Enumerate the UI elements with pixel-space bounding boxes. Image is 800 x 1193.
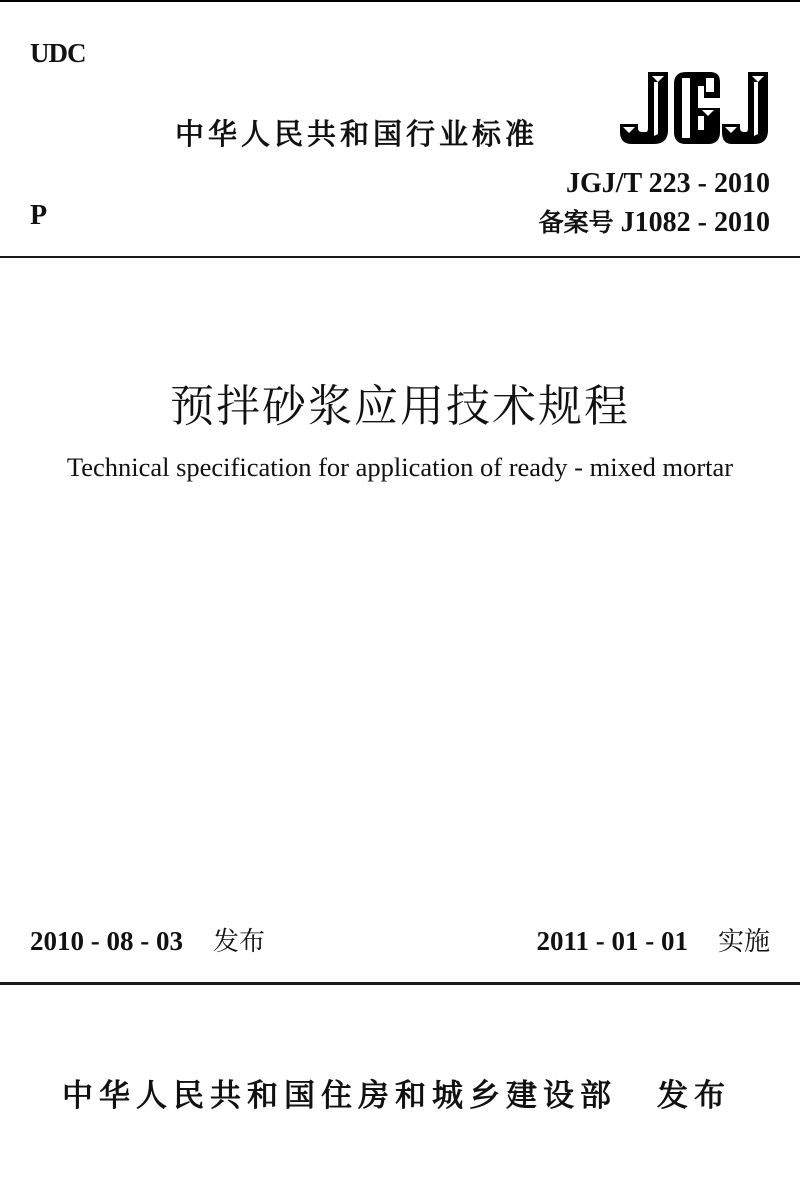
record-prefix: 备案号 <box>538 208 614 237</box>
title-english: Technical specification for application of ready - mixed mortar <box>66 452 734 482</box>
footer-divider <box>0 982 800 985</box>
category-letter: P <box>30 200 48 231</box>
record-number <box>539 203 770 239</box>
udc-label: UDC <box>30 38 86 68</box>
industry-standard-heading: 中华人民共和国行业标准 <box>175 117 539 151</box>
effective-date-block <box>536 921 770 958</box>
jgj-logo <box>618 70 772 146</box>
jgj-logo-icon <box>618 70 772 146</box>
top-border <box>0 0 800 2</box>
effective-date: 2011 - 01 - 01 <box>536 926 688 956</box>
publisher-label: 发布 <box>657 1078 731 1114</box>
title-chinese: 预拌砂浆应用技术规程 <box>170 382 630 431</box>
effective-label: 实施 <box>717 927 770 957</box>
issue-label: 发布 <box>212 927 265 957</box>
standard-code: JGJ/T 223 - 2010 <box>565 168 770 199</box>
header-divider <box>0 256 800 258</box>
issue-date-block <box>30 921 265 958</box>
publisher-name: 中华人民共和国住房和城乡建设部 <box>62 1078 617 1114</box>
publisher-line <box>62 1070 731 1115</box>
issue-date: 2010 - 08 - 03 <box>30 926 183 956</box>
record-code: J1082 - 2010 <box>613 207 770 238</box>
